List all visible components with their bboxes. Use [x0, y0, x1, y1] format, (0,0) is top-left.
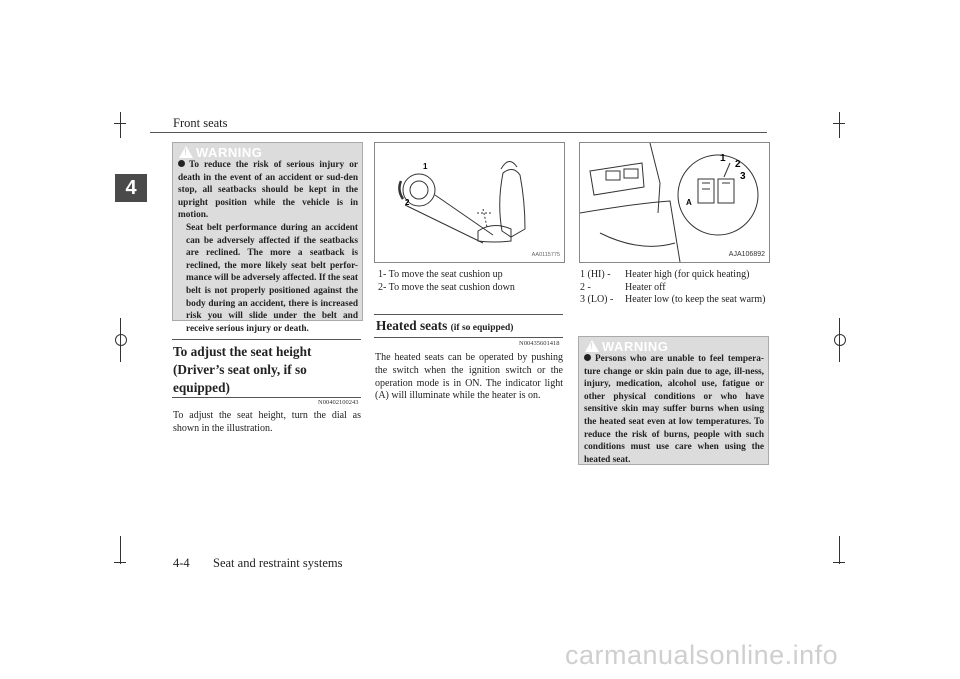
crop-mark: [120, 536, 121, 564]
seat-diagram: [375, 143, 564, 262]
callout-2: 2: [405, 198, 410, 207]
section-rule: [374, 337, 563, 338]
warning-paragraph: Persons who are unable to feel tempera-ture change or skin pain due to age, ill-ness, injury, medication, alcohol use, fatigue or other physical conditions or who have sensitive skin may suffer burns when using the heated seat even at low temperatures. To reduce the risk of burns, people with such conditions must use care when using the heated seat.: [584, 354, 764, 465]
callout-1: 1: [423, 162, 428, 171]
crop-mark: [833, 123, 845, 124]
section-rule: [172, 397, 361, 398]
warning-text: [178, 159, 358, 335]
figure-id: AJA106892: [728, 251, 765, 258]
legend-text: Heater low (to keep the seat warm): [625, 294, 766, 306]
chapter-tab: 4: [115, 174, 147, 202]
legend-text: To move the seat cushion up: [388, 269, 503, 280]
switch-diagram: [580, 143, 769, 262]
warning-paragraph: Seat belt performance during an accident can be adversely affected if the seatbacks are reclined. The more a seatback is reclined, the more likely seat belt perfor-mance will be adversely affected. If the seat belt is not properly positioned against the body during an accident, there is increased risk you will slide under the belt and receive serious injury or death.: [186, 222, 358, 334]
running-header: Front seats: [173, 116, 228, 130]
warning-label: WARNING: [602, 339, 669, 354]
figure-id: AA0115775: [531, 252, 560, 258]
legend-text: Heater high (for quick heating): [625, 269, 750, 280]
warning-box: [172, 142, 363, 334]
registration-mark: [834, 334, 846, 346]
body-text: The heated seats can be operated by pushing the switch when the ignition switch or the operation mode is in ON. The indicator light (A) will illuminate while the heater is on.: [375, 352, 563, 402]
callout-2: 2: [735, 159, 741, 170]
crop-mark: [833, 562, 845, 563]
bullet-icon: [584, 354, 591, 361]
callout-a: A: [686, 198, 692, 207]
crop-mark: [120, 112, 121, 138]
registration-mark: [115, 334, 127, 346]
body-text: To adjust the seat height, turn the dial as shown in the illustration.: [173, 410, 361, 434]
legend-num: 1-: [378, 269, 387, 280]
section-rule: [172, 339, 361, 340]
crop-mark: [114, 123, 126, 124]
legend-item: [580, 282, 768, 295]
warning-triangle-icon: !: [585, 340, 599, 352]
legend-num: 2-: [378, 281, 387, 293]
legend-item: [580, 294, 768, 307]
heated-seat-switch-illustration: [579, 142, 770, 263]
bullet-icon: [178, 160, 185, 167]
section-rule: [374, 314, 563, 315]
callout-3: 3: [740, 171, 746, 182]
legend-text: Heater off: [625, 281, 666, 293]
page-number: 4-4: [173, 556, 190, 570]
callout-1: 1: [720, 153, 726, 164]
section-title-main: Heated seats: [376, 318, 448, 333]
seat-height-illustration: [374, 142, 565, 263]
watermark: carmanualsonline.info: [565, 640, 839, 670]
section-code: N00402100243: [318, 399, 359, 406]
header-rule: [150, 132, 767, 133]
legend-num: 2 -: [580, 281, 591, 293]
warning-paragraph: To reduce the risk of serious injury or death in the event of an accident or sud-den stop, all seatbacks should be kept in the upright position while the vehicle is in motion.: [178, 160, 358, 221]
legend-num: 1 (HI) -: [580, 269, 611, 280]
legend-item: [580, 269, 768, 282]
legend-text: To move the seat cushion down: [388, 281, 515, 293]
warning-text: [584, 353, 764, 466]
crop-mark: [114, 562, 126, 563]
crop-mark: [839, 112, 840, 138]
legend-item: [378, 269, 563, 282]
legend-num: 3 (LO) -: [580, 294, 614, 306]
legend-list: [378, 269, 563, 294]
section-code: N00435601418: [519, 340, 560, 347]
warning-header: [585, 339, 668, 354]
crop-mark: [839, 536, 840, 564]
footer-section: Seat and restraint systems: [213, 556, 343, 570]
warning-triangle-icon: !: [179, 146, 193, 158]
section-title: [376, 318, 513, 334]
section-title: To adjust the seat height (Driver’s seat only, if so equipped): [173, 344, 312, 395]
warning-header: [179, 145, 262, 160]
warning-label: WARNING: [196, 145, 263, 160]
warning-box: [578, 336, 769, 465]
legend-item: [378, 282, 563, 295]
legend-list: [580, 269, 768, 307]
section-title-qualifier: (if so equipped): [450, 323, 514, 333]
